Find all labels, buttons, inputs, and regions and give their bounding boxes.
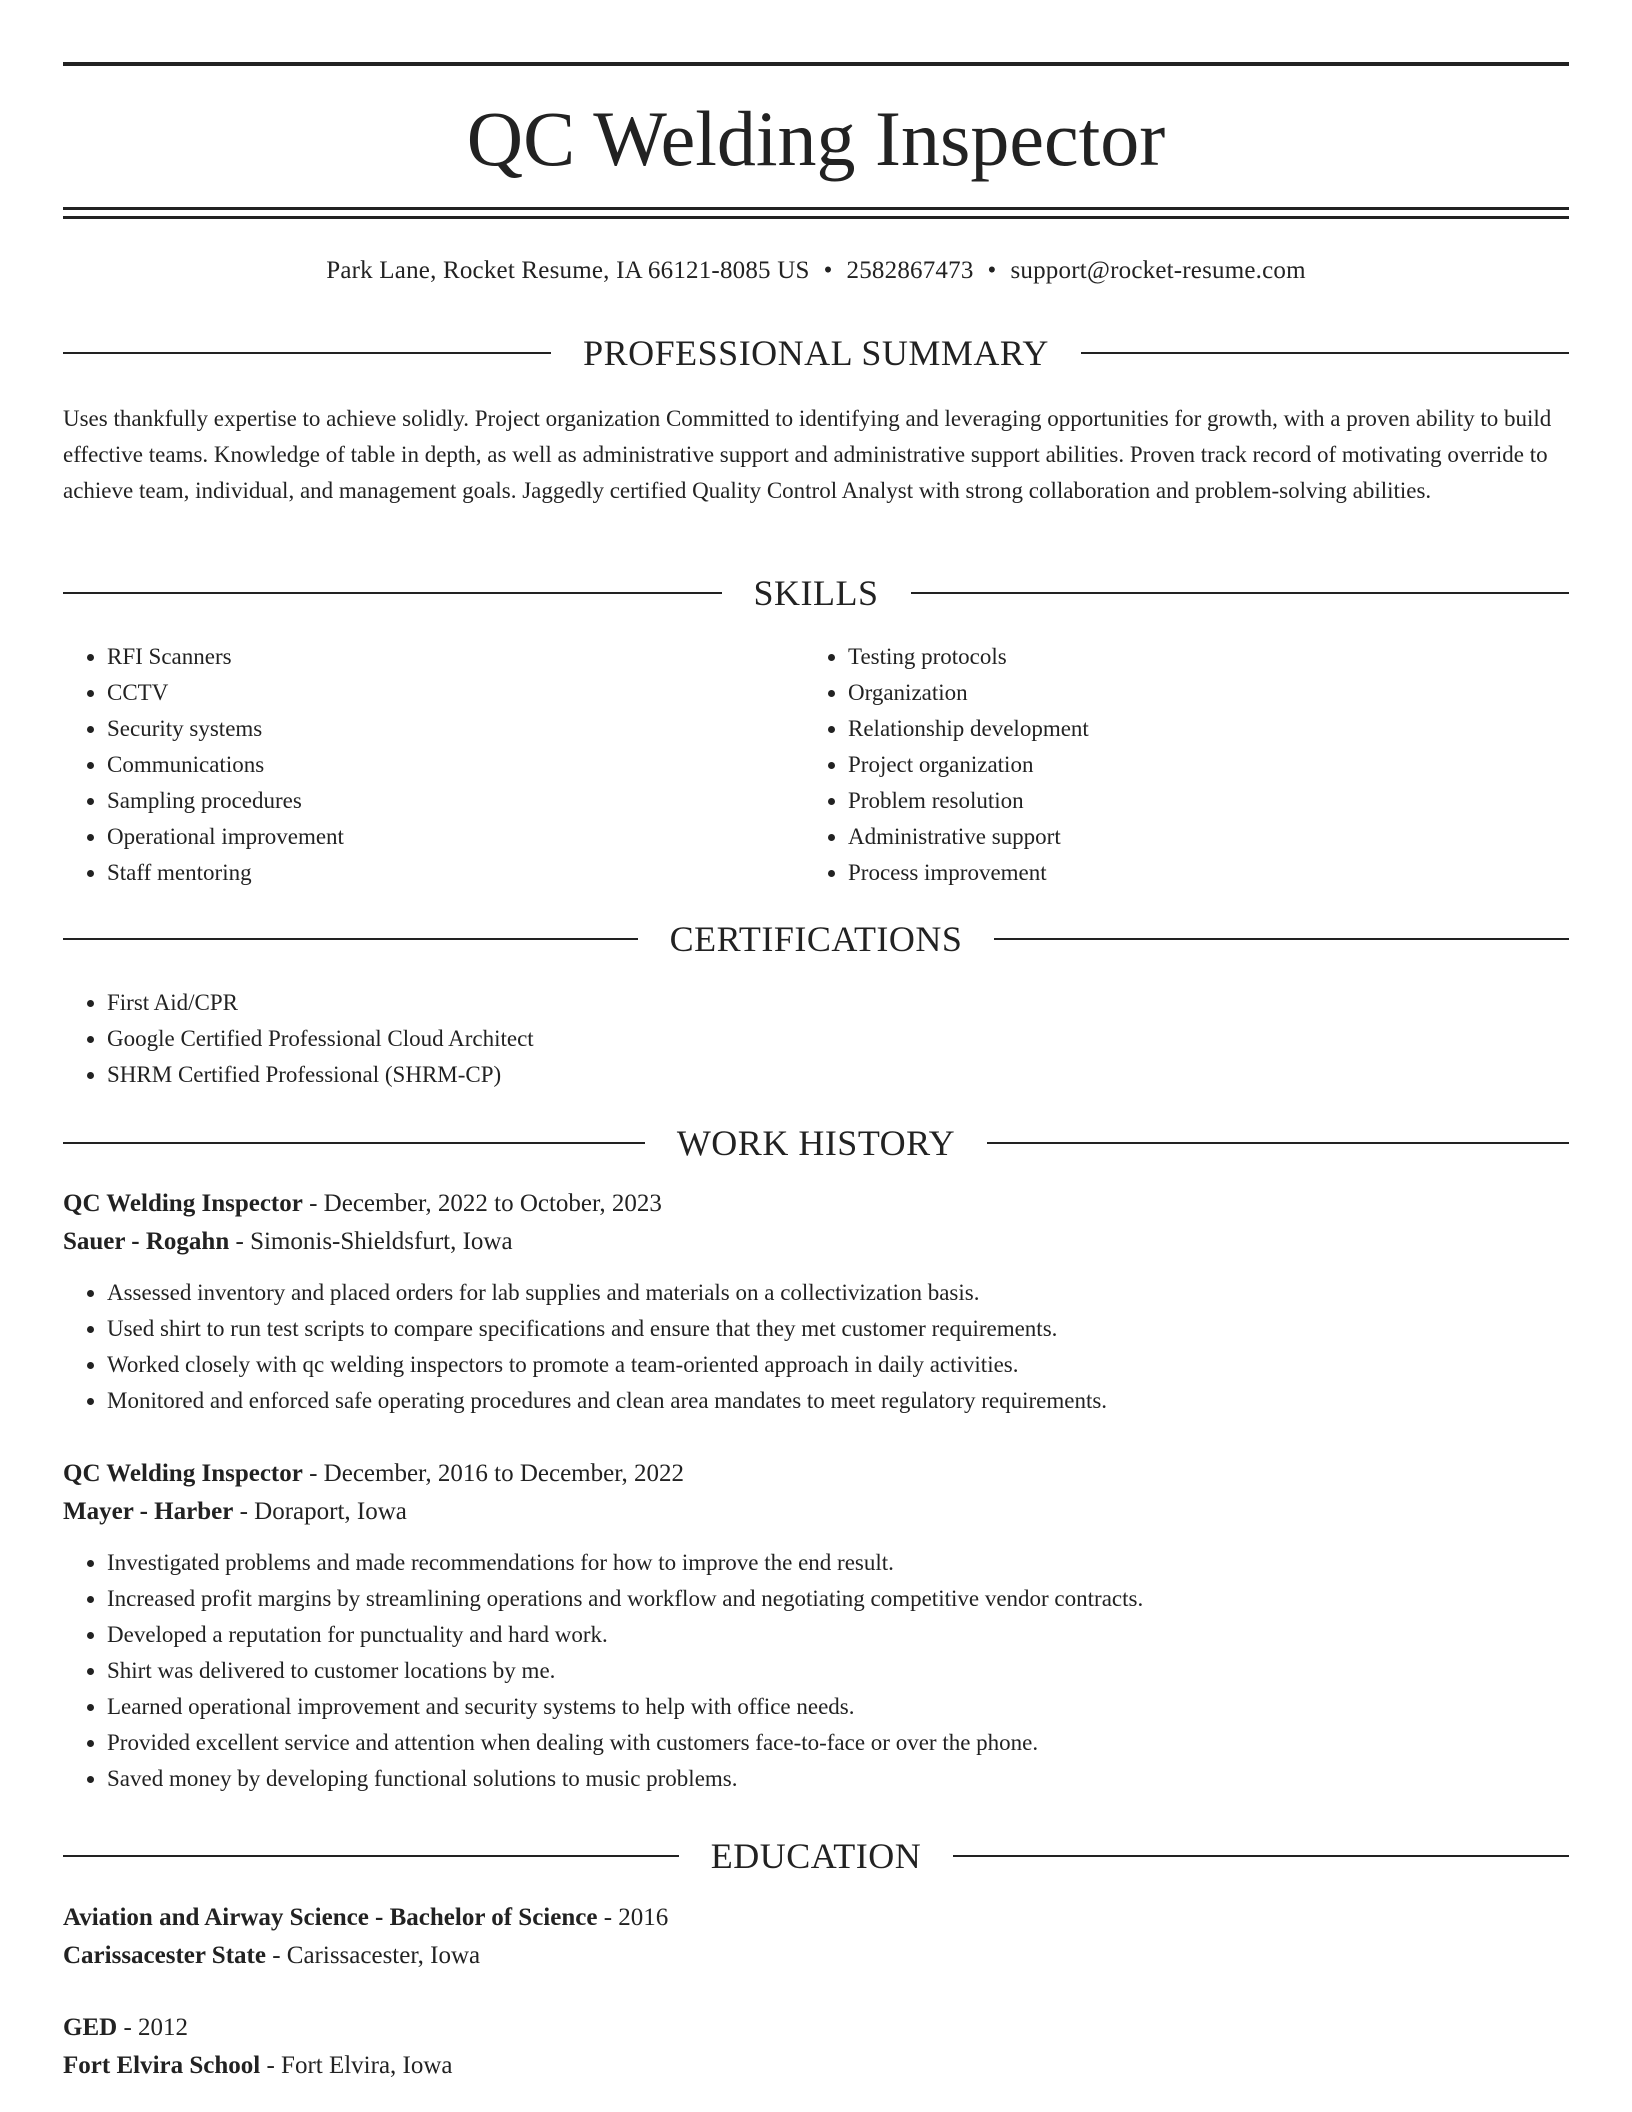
job-employer-line: [63, 1493, 1569, 1531]
job-employer: Mayer - Harber: [63, 1498, 234, 1525]
skill-item: • Problem resolution: [848, 783, 1504, 819]
certification-item: • SHRM Certified Professional (SHRM-CP): [107, 1057, 1569, 1093]
job-bullet: • Investigated problems and made recommendations for how to improve the end result.: [107, 1545, 1569, 1581]
job-bullet: • Used shirt to run test scripts to compare specifications and ensure that they met customer requirements.: [107, 1311, 1569, 1347]
contact-address: Park Lane, Rocket Resume, IA 66121-8085 US: [326, 257, 810, 284]
section-title: EDUCATION: [710, 1836, 922, 1876]
heading-rule: [994, 938, 1569, 940]
job-title: QC Welding Inspector: [63, 1190, 303, 1217]
heading-rule: [63, 592, 722, 594]
job-entry: [63, 1455, 1569, 1797]
education-school-line: [63, 1937, 1569, 1975]
summary-text: Uses thankfully expertise to achieve solidly. Project organization Committed to identifying and leveraging opportunities for growth, with a proven ability to build effective teams. Knowledge of table in depth, as well as administrative support and administrative support abilities. Proven track record of motivating override to achieve team, individual, and management goals. Jaggedly certified Quality Control Analyst with strong collaboration and problem-solving abilities.: [63, 406, 1552, 503]
heading-rule: [63, 938, 638, 940]
job-entry: [63, 1185, 1569, 1419]
section-title: WORK HISTORY: [676, 1123, 956, 1163]
job-bullet: • Provided excellent service and attention when dealing with customers face-to-face or over the phone.: [107, 1725, 1569, 1761]
job-bullet: • Increased profit margins by streamlining operations and workflow and negotiating competitive vendor contracts.: [107, 1581, 1569, 1617]
contact-phone: 2582867473: [846, 257, 974, 284]
skill-item: • Administrative support: [848, 819, 1504, 855]
skill-item: • Process improvement: [848, 855, 1504, 891]
education-year: - 2016: [597, 1904, 669, 1931]
job-bullet: • Learned operational improvement and security systems to help with office needs.: [107, 1689, 1569, 1725]
certification-item: • First Aid/CPR: [107, 985, 1569, 1021]
section-heading-work-history: [63, 1121, 1569, 1165]
skill-item: • Communications: [107, 747, 763, 783]
skill-item: • RFI Scanners: [107, 639, 763, 675]
heading-rule: [987, 1142, 1569, 1144]
section-title: CERTIFICATIONS: [669, 919, 963, 959]
heading-rule: [63, 1855, 679, 1857]
contact-email: support@rocket-resume.com: [1010, 257, 1306, 284]
job-title: QC Welding Inspector: [63, 1460, 303, 1487]
section-title: SKILLS: [753, 573, 879, 613]
skill-item: • Project organization: [848, 747, 1504, 783]
job-dates: - December, 2022 to October, 2023: [302, 1190, 662, 1217]
job-title-line: [63, 1455, 1569, 1493]
certifications-list: [63, 985, 1569, 1093]
education-year: - 2012: [117, 2014, 189, 2041]
heading-rule: [63, 1142, 645, 1144]
education-school: Fort Elvira School: [63, 2052, 261, 2079]
title-double-rule: [63, 207, 1569, 219]
job-bullet: • Assessed inventory and placed orders for lab supplies and materials on a collectivization basis.: [107, 1275, 1569, 1311]
education-degree-line: [63, 2009, 1569, 2047]
education-degree: GED: [63, 2014, 118, 2041]
skill-item: • Operational improvement: [107, 819, 763, 855]
section-title: PROFESSIONAL SUMMARY: [583, 333, 1049, 373]
job-bullets: [63, 1275, 1569, 1419]
heading-rule: [911, 592, 1570, 594]
skills-column-left: [63, 639, 763, 891]
job-dates: - December, 2016 to December, 2022: [302, 1460, 685, 1487]
education-degree: Aviation and Airway Science - Bachelor of Science: [63, 1904, 598, 1931]
skill-item: • Sampling procedures: [107, 783, 763, 819]
job-bullets: [63, 1545, 1569, 1797]
skills-column-right: [804, 639, 1504, 891]
job-bullet: • Shirt was delivered to customer locations by me.: [107, 1653, 1569, 1689]
heading-rule: [1081, 352, 1569, 354]
job-bullet: • Developed a reputation for punctuality and hard work.: [107, 1617, 1569, 1653]
job-employer: Sauer - Rogahn: [63, 1228, 230, 1255]
section-heading-skills: [63, 571, 1569, 615]
section-heading-summary: [63, 331, 1569, 375]
certification-item: • Google Certified Professional Cloud Architect: [107, 1021, 1569, 1057]
top-rule: [63, 62, 1569, 66]
contact-line: [63, 254, 1569, 288]
skill-item: • Staff mentoring: [107, 855, 763, 891]
heading-rule: [63, 352, 551, 354]
job-location: - Simonis-Shieldsfurt, Iowa: [229, 1228, 513, 1255]
education-school-line: [63, 2047, 1569, 2085]
resume-title: QC Welding Inspector: [466, 95, 1166, 182]
skill-item: • CCTV: [107, 675, 763, 711]
education-school: Carissacester State: [63, 1942, 266, 1969]
skill-item: • Testing protocols: [848, 639, 1504, 675]
job-employer-line: [63, 1223, 1569, 1261]
heading-rule: [953, 1855, 1569, 1857]
skill-item: • Organization: [848, 675, 1504, 711]
education-entry: [63, 1899, 1569, 1975]
education-entry: [63, 2009, 1569, 2085]
skill-item: • Security systems: [107, 711, 763, 747]
skill-item: • Relationship development: [848, 711, 1504, 747]
contact-separator: •: [823, 257, 833, 284]
job-title-line: [63, 1185, 1569, 1223]
job-bullet: • Worked closely with qc welding inspectors to promote a team-oriented approach in daily activities.: [107, 1347, 1569, 1383]
education-location: - Carissacester, Iowa: [265, 1942, 481, 1969]
education-location: - Fort Elvira, Iowa: [260, 2052, 453, 2079]
job-bullet: • Monitored and enforced safe operating procedures and clean area mandates to meet regulatory requirements.: [107, 1383, 1569, 1419]
job-bullet: • Saved money by developing functional solutions to music problems.: [107, 1761, 1569, 1797]
section-heading-education: [63, 1834, 1569, 1878]
section-heading-certifications: [63, 917, 1569, 961]
job-location: - Doraport, Iowa: [233, 1498, 407, 1525]
contact-separator: •: [987, 257, 997, 284]
education-degree-line: [63, 1899, 1569, 1937]
